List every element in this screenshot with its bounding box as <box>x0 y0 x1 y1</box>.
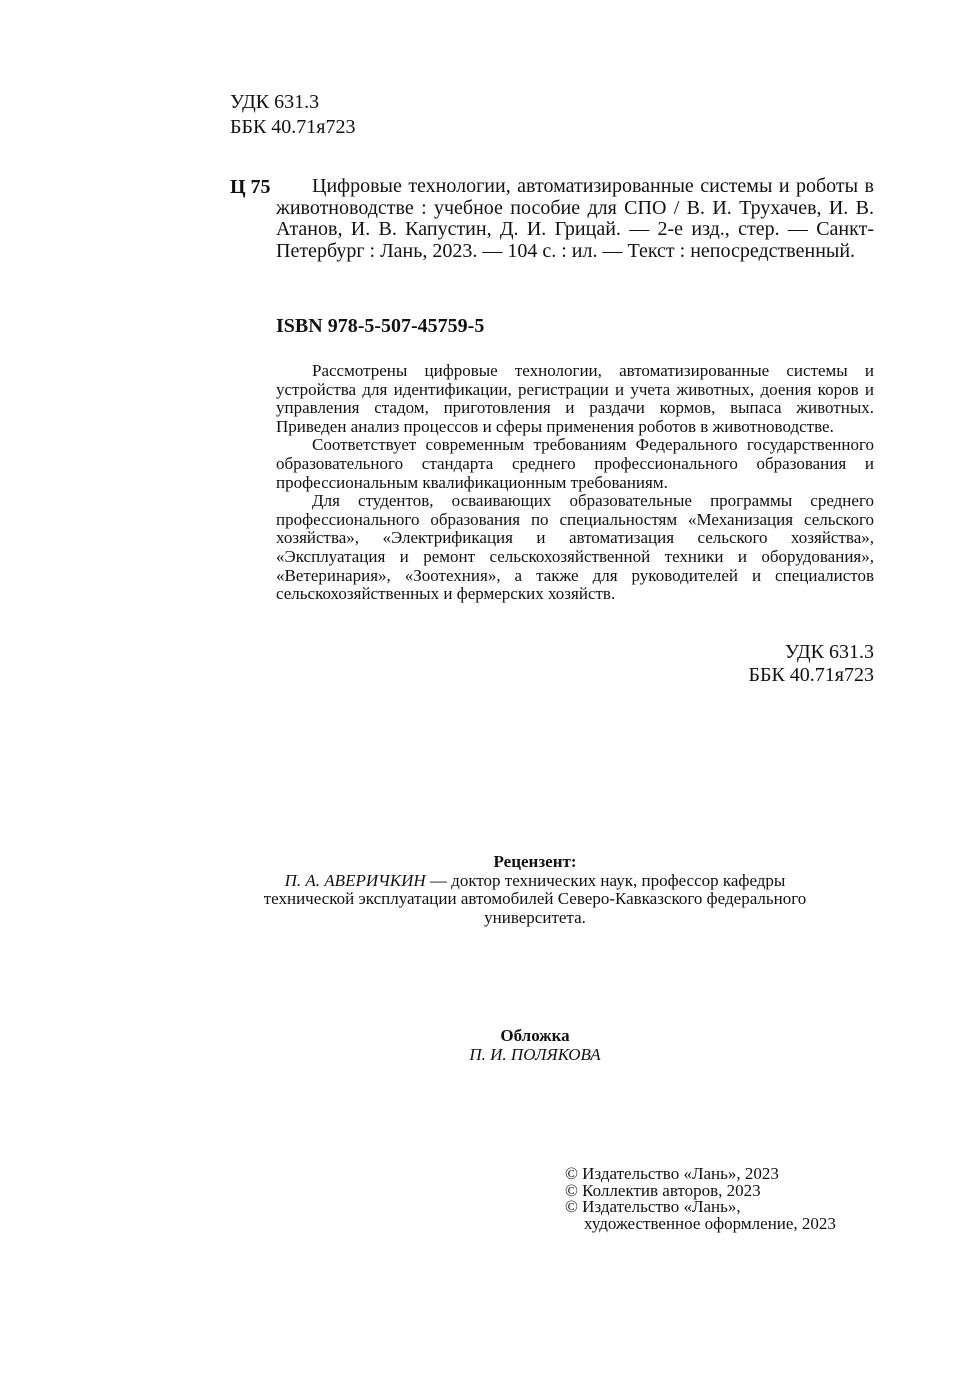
cover-credit <box>410 1027 660 1064</box>
reviewer-block <box>260 853 810 928</box>
cover-artist: П. И. ПОЛЯКОВА <box>469 1044 601 1064</box>
annotation <box>276 362 874 604</box>
reviewer-name: П. А. АВЕРИЧКИН <box>284 870 426 890</box>
classification-block-bottom <box>748 641 874 686</box>
annotation-paragraph: Соответствует современным требованиям Федерального государственного образовательного стандарта среднего профессионального образования и профессиональным квалификационным требованиям. <box>276 435 874 492</box>
author-mark: Ц 75 <box>230 176 271 198</box>
reviewer-description: — доктор технических наук, профессор кафедры технической эксплуатации автомобилей Северо-Кавказского федерального университета. <box>263 870 807 928</box>
copyright-line: © Коллектив авторов, 2023 <box>565 1180 761 1200</box>
udk-code: УДК 631.3 <box>230 91 320 113</box>
annotation-paragraph: Рассмотрены цифровые технологии, автоматизированные системы и устройства для идентификации, регистрации и учета животных, доения коров и управления стадом, приготовления и раздачи кормов, выпаса животных. Приведен анализ процессов и сферы применения роботов в животноводстве. <box>276 361 874 436</box>
annotation-paragraph: Для студентов, осваивающих образовательные программы среднего профессионального образования по специальностям «Механизация сельского хозяйства», «Электрификация и автоматизация сельского хозяйства», «Эксплуатация и ремонт сельскохозяйственной техники и оборудования», «Ветеринария», «Зоотехния», а также для руководителей и специалистов сельскохозяйственных и фермерских хозяйств. <box>276 491 874 604</box>
isbn: ISBN 978-5-507-45759-5 <box>276 315 485 337</box>
udk-code: УДК 631.3 <box>784 641 874 663</box>
classification-block-top <box>230 90 356 140</box>
reviewer-heading: Рецензент: <box>493 852 577 871</box>
cover-heading: Обложка <box>500 1026 570 1045</box>
copyright-line: художественное оформление, 2023 <box>584 1213 836 1233</box>
bbk-code: ББК 40.71я723 <box>230 116 356 138</box>
reviewer-text <box>260 872 810 928</box>
copyright-line: © Издательство «Лань», 2023 <box>565 1164 779 1183</box>
bibliographic-record: Цифровые технологии, автоматизированные системы и роботы в животноводстве : учебное пособие для СПО / В. И. Трухачев, И. В. Атанов, И. В. Капустин, Д. И. Грицай. — 2-е изд., стер. — Санкт-Петербург : Лань, 2023. — 104 с. : ил. — Текст : непосредственный. <box>276 175 874 262</box>
bbk-code: ББК 40.71я723 <box>748 663 874 686</box>
copyright-line: © Издательство «Лань», <box>565 1197 741 1216</box>
copyright-block <box>565 1166 836 1232</box>
